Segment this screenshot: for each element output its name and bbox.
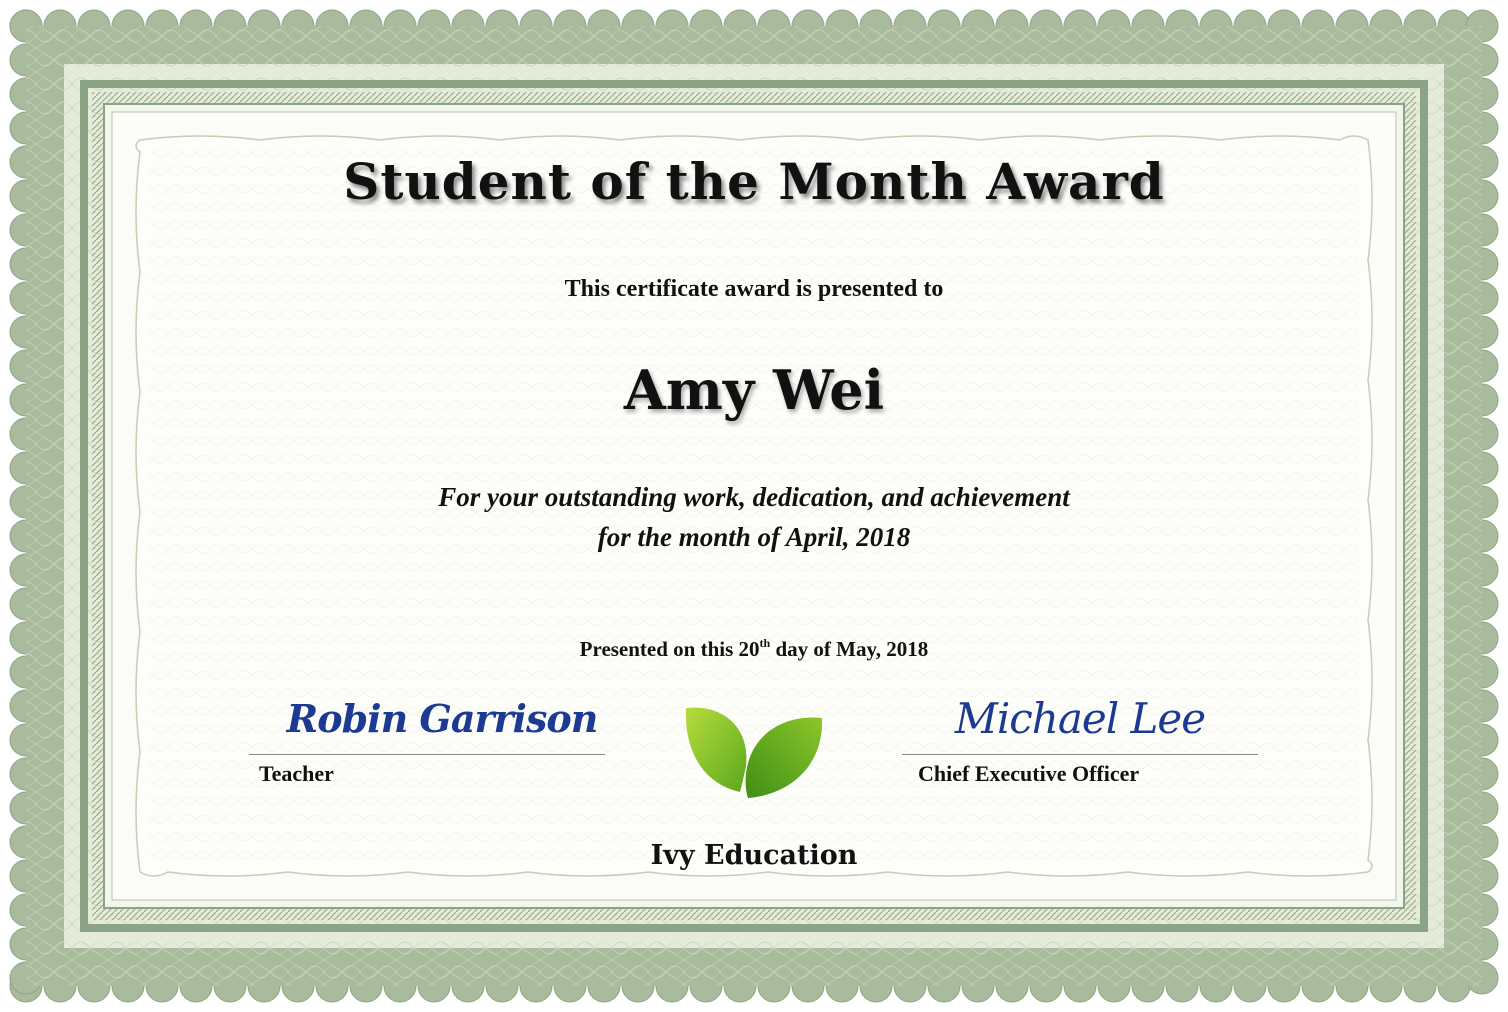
signature-right-title: Chief Executive Officer	[918, 761, 1140, 786]
organization-name: Ivy Education	[650, 840, 858, 871]
presented-to-text: This certificate award is presented to	[564, 276, 944, 302]
presented-on-ordinal: th	[759, 636, 771, 650]
signature-block-left	[249, 690, 605, 787]
certificate-title: Student of the Month Award	[343, 152, 1165, 211]
reason-line-2: for the month of April, 2018	[597, 522, 911, 552]
presented-on-date	[0, 636, 1508, 662]
signature-left-line	[249, 754, 605, 755]
reason-line-1: For your outstanding work, dedication, and achievement	[438, 482, 1070, 512]
presented-on-prefix: Presented on this 20	[579, 637, 760, 661]
signature-left-title: Teacher	[259, 761, 334, 786]
recipient-name: Amy Wei	[623, 358, 885, 422]
signature-block-right	[902, 690, 1258, 787]
presented-on-suffix: day of May, 2018	[770, 637, 929, 661]
signature-left-name: Robin Garrison	[286, 696, 598, 741]
signature-right-line	[902, 754, 1258, 755]
signature-right-name: Michael Lee	[954, 694, 1206, 743]
two-leaves-icon	[684, 702, 826, 800]
